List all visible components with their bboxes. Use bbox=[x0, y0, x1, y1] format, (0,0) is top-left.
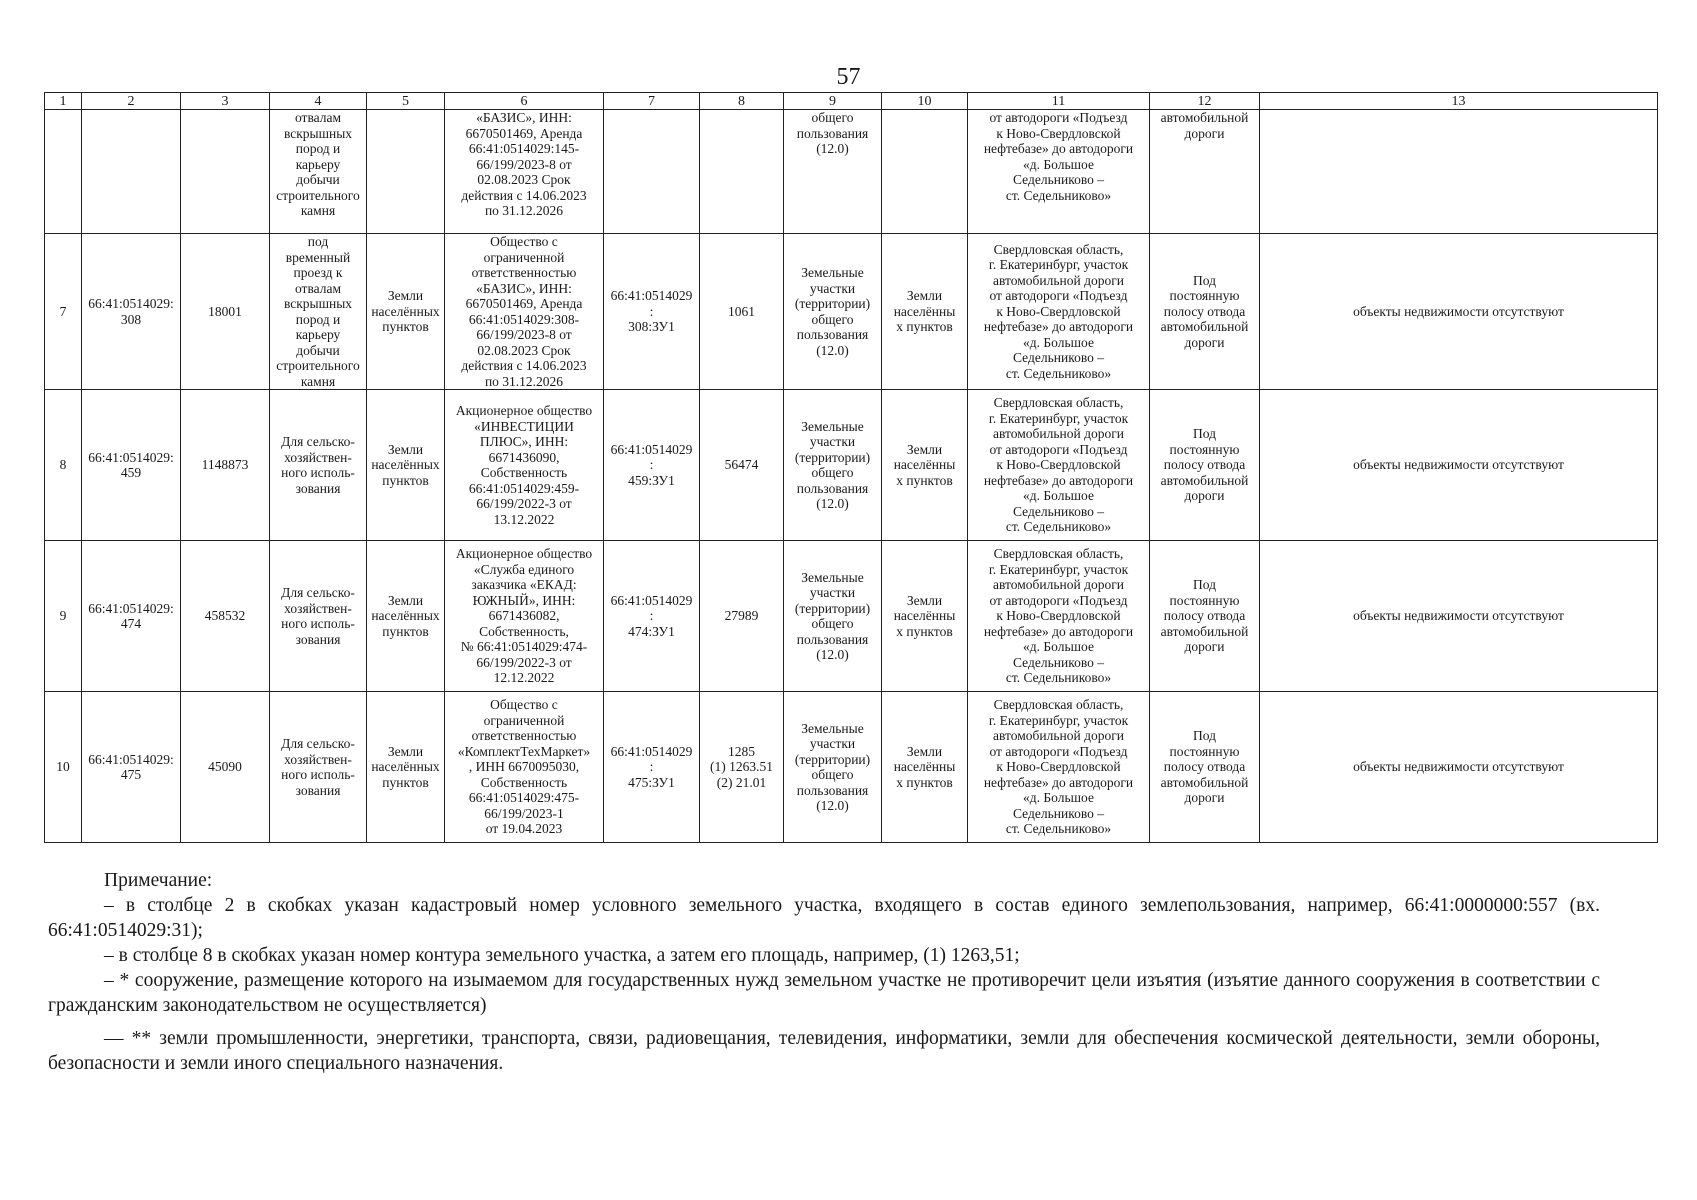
cell-seizure-purpose: Под постоянную полосу отвода автомобильной дороги bbox=[1150, 390, 1260, 541]
cell-cadastral-number: 66:41:0514029: 308 bbox=[82, 234, 181, 390]
cell-new-land-category: Земли населённы х пунктов bbox=[882, 390, 968, 541]
cell-real-estate-objects: объекты недвижимости отсутствуют bbox=[1260, 692, 1658, 843]
col-header: 2 bbox=[82, 93, 181, 110]
cell-land-category: Земли населённых пунктов bbox=[367, 541, 445, 692]
cell-seized-area: 56474 bbox=[700, 390, 784, 541]
table-row bbox=[45, 234, 1658, 390]
col-header: 5 bbox=[367, 93, 445, 110]
col-header: 1 bbox=[45, 93, 82, 110]
col-header: 6 bbox=[445, 93, 604, 110]
cell-area bbox=[181, 110, 270, 234]
cell-land-category bbox=[367, 110, 445, 234]
cell-row-number: 7 bbox=[45, 234, 82, 390]
cell-permitted-use: Для сельско- хозяйствен- ного исполь- зования bbox=[270, 390, 367, 541]
cell-seizure-purpose: автомобильной дороги bbox=[1150, 110, 1260, 234]
cell-new-plot-number: 66:41:0514029 : 475:ЗУ1 bbox=[604, 692, 700, 843]
cell-area: 1148873 bbox=[181, 390, 270, 541]
cell-row-number: 10 bbox=[45, 692, 82, 843]
note-item: – в столбце 2 в скобках указан кадастровый номер условного земельного участка, входящего в состав единого землепользования, например, 66:41:0000000:557 (вх. 66:41:0514029:31); bbox=[48, 895, 1600, 941]
cell-rights-holder: Акционерное общество «ИНВЕСТИЦИИ ПЛЮС», ИНН: 6671436090, Собственность 66:41:0514029:459- 66/199/2022-3 от 13.12.2022 bbox=[445, 390, 604, 541]
cell-permitted-use: Для сельско- хозяйствен- ного исполь- зования bbox=[270, 692, 367, 843]
cell-seizure-purpose: Под постоянную полосу отвода автомобильной дороги bbox=[1150, 234, 1260, 390]
cell-area: 45090 bbox=[181, 692, 270, 843]
col-header: 13 bbox=[1260, 93, 1658, 110]
note-item: — ** земли промышленности, энергетики, транспорта, связи, радиовещания, телевидения, информатики, земли для обеспечения космической деятельности, земли обороны, безопасности и земли иного специального назначения. bbox=[48, 1028, 1600, 1074]
cell-new-plot-number: 66:41:0514029 : 474:ЗУ1 bbox=[604, 541, 700, 692]
cell-area: 458532 bbox=[181, 541, 270, 692]
col-header: 4 bbox=[270, 93, 367, 110]
cell-new-plot-number bbox=[604, 110, 700, 234]
cell-cadastral-number: 66:41:0514029: 459 bbox=[82, 390, 181, 541]
col-header: 11 bbox=[968, 93, 1150, 110]
cell-rights-holder: «БАЗИС», ИНН: 6670501469, Аренда 66:41:0514029:145- 66/199/2023-8 от 02.08.2023 Срок действия с 14.06.2023 по 31.12.2026 bbox=[445, 110, 604, 234]
cell-new-land-category: Земли населённы х пунктов bbox=[882, 541, 968, 692]
cell-object-location: Свердловская область, г. Екатеринбург, участок автомобильной дороги от автодороги «Подъезд к Ново-Свердловской нефтебазе» до автодороги «д. Большое Седельниково – ст. Седельниково» bbox=[968, 390, 1150, 541]
cell-seized-area: 1061 bbox=[700, 234, 784, 390]
col-header: 7 bbox=[604, 93, 700, 110]
cell-land-category: Земли населённых пунктов bbox=[367, 692, 445, 843]
cell-rights-holder: Акционерное общество «Служба единого заказчика «ЕКАД: ЮЖНЫЙ», ИНН: 6671436082, Собственность, № 66:41:0514029:474- 66/199/2022-3 от 12.12.2022 bbox=[445, 541, 604, 692]
cell-new-plot-number: 66:41:0514029 : 459:ЗУ1 bbox=[604, 390, 700, 541]
cell-real-estate-objects: объекты недвижимости отсутствуют bbox=[1260, 541, 1658, 692]
cell-land-category: Земли населённых пунктов bbox=[367, 390, 445, 541]
table-row bbox=[45, 110, 1658, 234]
cell-new-land-category: Земли населённы х пунктов bbox=[882, 692, 968, 843]
cell-seized-area bbox=[700, 110, 784, 234]
cell-cadastral-number bbox=[82, 110, 181, 234]
note-item: – в столбце 8 в скобках указан номер контура земельного участка, а затем его площадь, например, (1) 1263,51; bbox=[104, 945, 1020, 966]
cell-new-permitted-use: Земельные участки (территории) общего пользования (12.0) bbox=[784, 234, 882, 390]
cell-rights-holder: Общество с ограниченной ответственностью «БАЗИС», ИНН: 6670501469, Аренда 66:41:0514029:308- 66/199/2023-8 от 02.08.2023 Срок действия с 14.06.2023 по 31.12.2026 bbox=[445, 234, 604, 390]
cell-new-land-category bbox=[882, 110, 968, 234]
header-row bbox=[45, 93, 1658, 110]
land-plots-table bbox=[44, 92, 1658, 843]
cell-land-category: Земли населённых пунктов bbox=[367, 234, 445, 390]
cell-object-location: от автодороги «Подъезд к Ново-Свердловской нефтебазе» до автодороги «д. Большое Седельниково – ст. Седельниково» bbox=[968, 110, 1150, 234]
cell-permitted-use: под временный проезд к отвалам вскрышных пород и карьеру добычи строительного камня bbox=[270, 234, 367, 390]
cell-row-number: 8 bbox=[45, 390, 82, 541]
page-number: 57 bbox=[836, 64, 861, 90]
cell-cadastral-number: 66:41:0514029: 475 bbox=[82, 692, 181, 843]
cell-row-number bbox=[45, 110, 82, 234]
cell-seized-area: 27989 bbox=[700, 541, 784, 692]
cell-real-estate-objects: объекты недвижимости отсутствуют bbox=[1260, 234, 1658, 390]
cell-object-location: Свердловская область, г. Екатеринбург, участок автомобильной дороги от автодороги «Подъезд к Ново-Свердловской нефтебазе» до автодороги «д. Большое Седельниково – ст. Седельниково» bbox=[968, 692, 1150, 843]
table-row bbox=[45, 541, 1658, 692]
cell-new-permitted-use: общего пользования (12.0) bbox=[784, 110, 882, 234]
cell-row-number: 9 bbox=[45, 541, 82, 692]
cell-seizure-purpose: Под постоянную полосу отвода автомобильной дороги bbox=[1150, 541, 1260, 692]
table-row bbox=[45, 390, 1658, 541]
cell-new-land-category: Земли населённы х пунктов bbox=[882, 234, 968, 390]
cell-new-permitted-use: Земельные участки (территории) общего пользования (12.0) bbox=[784, 390, 882, 541]
col-header: 12 bbox=[1150, 93, 1260, 110]
cell-real-estate-objects: объекты недвижимости отсутствуют bbox=[1260, 390, 1658, 541]
cell-seizure-purpose: Под постоянную полосу отвода автомобильной дороги bbox=[1150, 692, 1260, 843]
notes-title: Примечание: bbox=[104, 870, 213, 891]
notes-section bbox=[48, 868, 1600, 1076]
col-header: 10 bbox=[882, 93, 968, 110]
col-header: 3 bbox=[181, 93, 270, 110]
cell-cadastral-number: 66:41:0514029: 474 bbox=[82, 541, 181, 692]
cell-new-plot-number: 66:41:0514029 : 308:ЗУ1 bbox=[604, 234, 700, 390]
cell-rights-holder: Общество с ограниченной ответственностью «КомплектТехМаркет» , ИНН 6670095030, Собственность 66:41:0514029:475- 66/199/2023-1 от 19.04.2023 bbox=[445, 692, 604, 843]
cell-real-estate-objects bbox=[1260, 110, 1658, 234]
cell-area: 18001 bbox=[181, 234, 270, 390]
cell-permitted-use: отвалам вскрышных пород и карьеру добычи строительного камня bbox=[270, 110, 367, 234]
cell-object-location: Свердловская область, г. Екатеринбург, участок автомобильной дороги от автодороги «Подъезд к Ново-Свердловской нефтебазе» до автодороги «д. Большое Седельниково – ст. Седельниково» bbox=[968, 234, 1150, 390]
col-header: 8 bbox=[700, 93, 784, 110]
table-row bbox=[45, 692, 1658, 843]
col-header: 9 bbox=[784, 93, 882, 110]
note-item: – * сооружение, размещение которого на изымаемом для государственных нужд земельном участке не противоречит цели изъятия (изъятие данного сооружения в соответствии с гражданским законодательством не осуществляется) bbox=[48, 970, 1600, 1016]
cell-new-permitted-use: Земельные участки (территории) общего пользования (12.0) bbox=[784, 541, 882, 692]
cell-new-permitted-use: Земельные участки (территории) общего пользования (12.0) bbox=[784, 692, 882, 843]
cell-permitted-use: Для сельско- хозяйствен- ного исполь- зования bbox=[270, 541, 367, 692]
cell-seized-area: 1285 (1) 1263.51 (2) 21.01 bbox=[700, 692, 784, 843]
cell-object-location: Свердловская область, г. Екатеринбург, участок автомобильной дороги от автодороги «Подъезд к Ново-Свердловской нефтебазе» до автодороги «д. Большое Седельниково – ст. Седельниково» bbox=[968, 541, 1150, 692]
